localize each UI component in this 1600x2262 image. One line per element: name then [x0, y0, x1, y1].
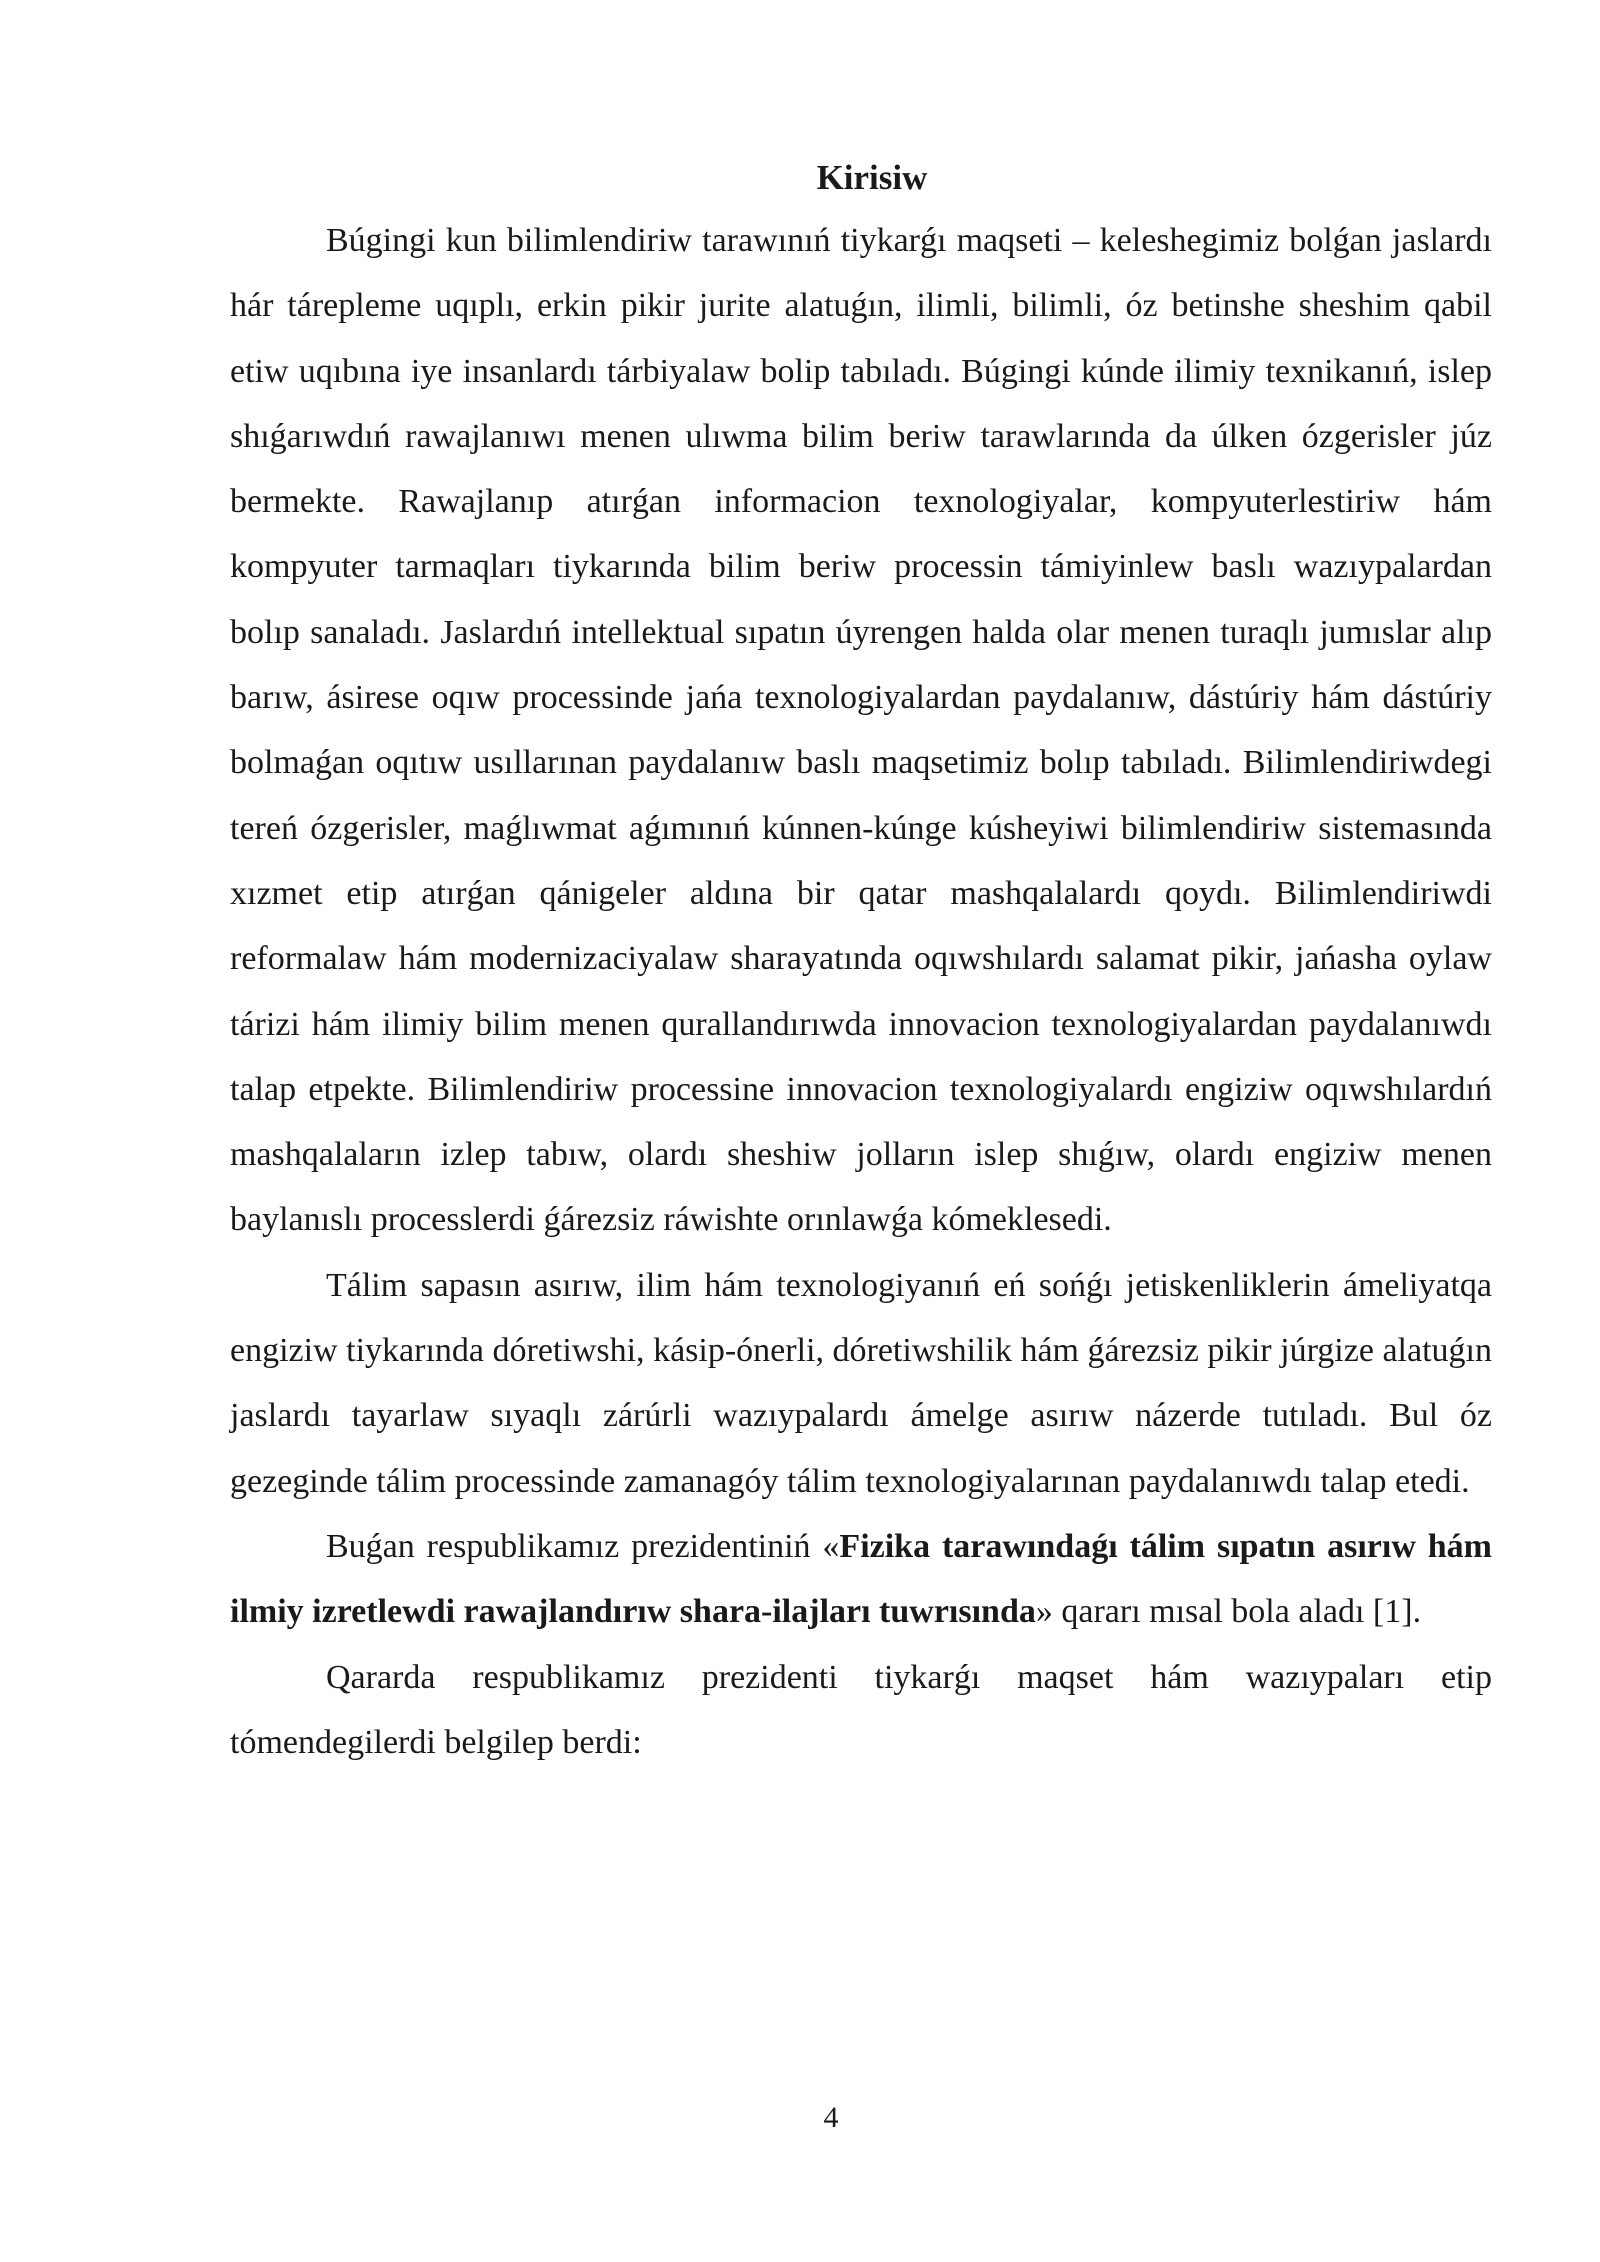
- body-paragraph-1: Búgingi kun bilimlendiriw tarawınıń tiykarǵı maqseti – keleshegimiz bolǵan jaslardı hár tárepleme uqıplı, erkin pikir jurite alatuǵın, ilimli, bilimli, óz betinshe sheshim qabil etiw uqıbına iye insanlardı tárbiyalaw bolip tabıladı. Búgingi kúnde ilimiy texnikanıń, islep shıǵarıwdıń rawajlanıwı menen ulıwma bilim beriw tarawlarında da úlken ózgerisler júz bermekte. Rawajlanıp atırǵan informacion texnologiyalar, kompyuterlestiriw hám kompyuter tarmaqları tiykarında bilim beriw processin támiyinlew baslı wazıypalardan bolıp sanaladı. Jaslardıń intellektual sıpatın úyrengen halda olar menen turaqlı jumıslar alıp barıw, ásirese oqıw processinde jańa texnologiyalardan paydalanıw, dástúriy hám dástúriy bolmaǵan oqıtıw usıllarınan paydalanıw baslı maqsetimiz bolıp tabıladı. Bilimlendiriwdegi tereń ózgerisler, maǵlıwmat aǵımınıń kúnnen-kúnge kúsheyiwi bilimlendiriw sistemasında xızmet etip atırǵan qánigeler aldına bir qatar mashqalalardı qoydı. Bilimlendiriwdi reformalaw hám modernizaciyalaw sharayatında oqıwshılardı salamat pikir, jańasha oylaw tárizi hám ilimiy bilim menen qurallandırıwda innovacion texnologiyalardan paydalanıwdı talap etpekte. Bilimlendiriw processine innovacion texnologiyalardı engiziw oqıwshılardıń mashqalaların izlep tabıw, olardı sheshiw jolların islep shıǵıw, olardı engiziw menen baylanıslı processlerdi ǵárezsiz ráwishte orınlawǵa kómeklesedi.: [230, 222, 1492, 1239]
- decree-title: Fizika tarawındaǵı tálim sıpatın asırıw hám ilmiy izretlewdi rawajlandırıw shara-ilajları tuwrısında: [230, 1527, 1492, 1631]
- decree-suffix: » qararı mısal bola aladı [1].: [1035, 1593, 1422, 1631]
- section-title: Kirisiw: [816, 158, 928, 197]
- body-paragraph-2: Tálim sapasın asırıw, ilim hám texnologiyanıń eń sońǵı jetiskenliklerin ámeliyatqa engiziw tiykarında dóretiwshi, kásip-ónerli, dóretiwshilik hám ǵárezsiz pikir júrgize alatuǵın jaslardı tayarlaw sıyaqlı zárúrli wazıypalardı ámelge asırıw názerde tutıladı. Bul óz gezeginde tálim processinde zamanagóy tálim texnologiyalarınan paydalanıwdı talap etedi.: [230, 1266, 1492, 1500]
- decree-prefix: Buǵan respublikamız prezidentiniń «: [326, 1527, 840, 1565]
- document-page: [230, 148, 1492, 1775]
- decree-paragraph: [230, 1514, 1492, 1645]
- page-number: 4: [823, 2101, 839, 2134]
- closing-paragraph: Qararda respublikamız prezidenti tiykarǵı maqset hám wazıypaları etip tómendegilerdi belgilep berdi:: [230, 1658, 1492, 1761]
